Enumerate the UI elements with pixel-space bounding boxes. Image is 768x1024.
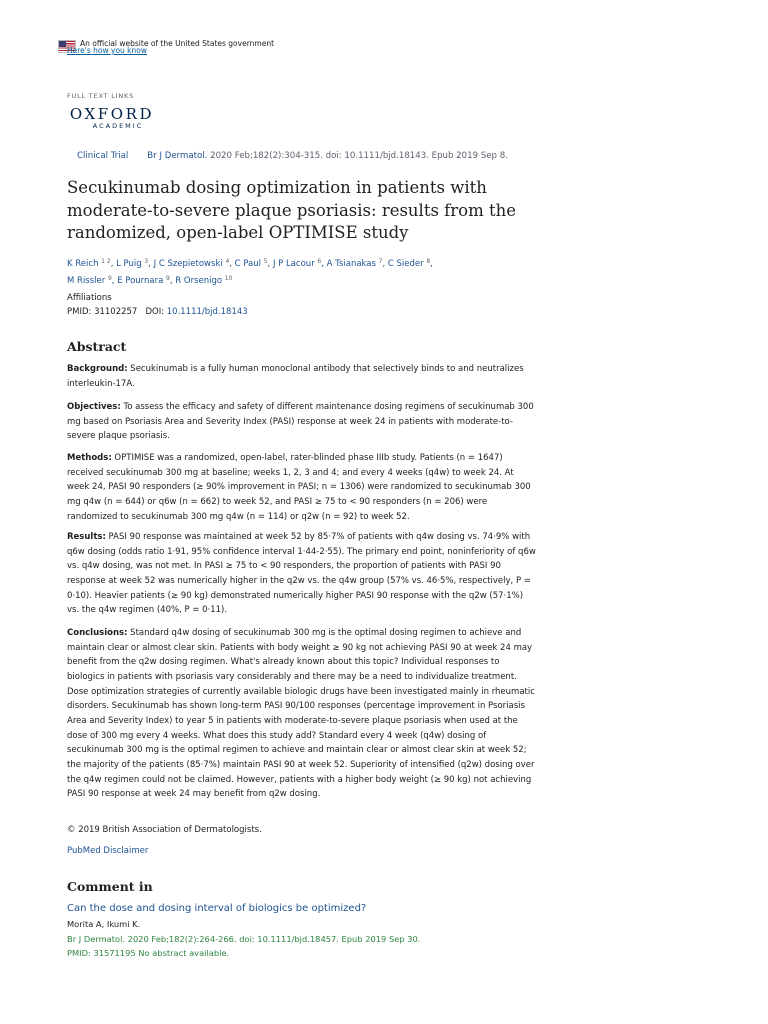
comment-authors: Morita A, Ikumi K. (67, 919, 141, 929)
abstract-conclusions (67, 626, 537, 802)
conclusions-text: Standard q4w dosing of secukinumab 300 mg is the optimal dosing regimen to achieve and maintain clear or almost clear skin. Patients with body weight ≥ 90 kg not achieving PASI 90 at week 24 may benefit from the q2w dosing regimen. What's already known about this topic? Individual responses to biologics in patients with psoriasis vary considerably and there may be a need to individualize treatment. Dose optimization strategies of currently available biologic drugs have been investigated mainly in rheumatic disorders. Secukinumab has shown long-term PASI 90/100 responses (percentage improvement in Psoriasis Area and Severity Index) to year 5 in patients with moderate-to-severe plaque psoriasis when used at the dose of 300 mg every 4 weeks. What does this study add? Standard every 4 week (q4w) dosing of secukinumab 300 mg is the optimal regimen to achieve and maintain clear or almost clear skin at week 52; the majority of the patients (85·7%) maintain PASI 90 at week 52. Superiority of intensified (q2w) dosing over the q4w regimen could not be claimed. However, patients with a higher body weight (≥ 90 kg) not achieving PASI 90 response at week 24 may benefit from q2w dosing. (67, 628, 535, 800)
results-label: Results: (67, 532, 106, 542)
conclusions-label: Conclusions: (67, 628, 128, 638)
affiliation-number[interactable]: 10 (224, 274, 233, 282)
comment-citation: Br J Dermatol. 2020 Feb;182(2):264-266. doi: 10.1111/bjd.18457. Epub 2019 Sep 30. (67, 934, 421, 944)
doi-label: DOI: (145, 307, 167, 317)
author-link[interactable]: J P Lacour (272, 259, 315, 269)
methods-text: OPTIMISE was a randomized, open-label, rater-blinded phase IIIb study. Patients (n = 1647) received secukinumab 300 mg at baseline; weeks 1, 2, 3 and 4; and every 4 weeks (q4w) to week 24. At week 24, PASI 90 responders (≥ 90% improvement in PASI; n = 1306) were randomized to secukinumab 300 mg q4w (n = 644) or q6w (n = 662) to week 52, and PASI ≥ 75 to < 90 responders (n = 206) were randomized to secukinumab 300 mg q4w (n = 114) or q2w (n = 92) to week 52. (67, 453, 531, 522)
affiliation-number[interactable]: 7 (378, 258, 383, 265)
author-link[interactable]: J C Szepietowski (153, 259, 223, 269)
comment-in-heading: Comment in (67, 879, 153, 894)
comment-pmid: PMID: 31571195 No abstract available. (67, 948, 230, 958)
pmid-value: 31102257 (94, 307, 138, 317)
affiliation-number[interactable]: 9 (166, 274, 170, 282)
author-link[interactable]: L Puig (116, 259, 142, 269)
publisher-logo-text: OXFORD (69, 105, 155, 123)
author-link[interactable]: C Paul (234, 259, 262, 269)
author-link[interactable]: R Orsenigo (175, 275, 223, 286)
affiliation-number[interactable]: 6 (317, 258, 322, 265)
background-label: Background: (67, 364, 128, 374)
affiliation-number[interactable]: 3 (144, 258, 149, 265)
affiliation-number[interactable]: 5 (263, 258, 268, 265)
methods-label: Methods: (67, 453, 112, 463)
abstract-results (67, 530, 537, 618)
citation-text: 2020 Feb;182(2):304-315. doi: 10.1111/bjd.18143. Epub 2019 Sep 8. (207, 151, 508, 161)
abstract-background (67, 362, 537, 391)
author-link[interactable]: K Reich (67, 259, 99, 269)
publisher-logo-subtext: ACADEMIC (92, 122, 144, 130)
copyright-text: © 2019 British Association of Dermatologists. (67, 825, 262, 835)
article-title: Secukinumab dosing optimization in patients with moderate-to-severe plaque psoriasis: results from the randomized, open-label OPTIMISE study (67, 178, 517, 242)
results-text: PASI 90 response was maintained at week 52 by 85·7% of patients with q4w dosing vs. 74·9% with q6w dosing (odds ratio 1·91, 95% confidence interval 1·44-2·55). The primary end point, noninferiority of q6w vs. q4w dosing, was not met. In PASI ≥ 75 to < 90 responders, the proportion of patients with PASI 90 response at week 52 was numerically higher in the q2w vs. the q4w group (57% vs. 46·5%, respectively, P = 0·10). Heavier patients (≥ 90 kg) demonstrated numerically higher PASI 90 response with the q2w (57·1%) vs. the q4w regimen (40%, P = 0·11). (67, 532, 536, 616)
objectives-label: Objectives: (67, 402, 121, 412)
comment-article-link[interactable]: Can the dose and dosing interval of biologics be optimized? (67, 903, 367, 914)
affiliations-toggle[interactable]: Affiliations (67, 293, 112, 303)
author-link[interactable]: A Tsianakas (326, 259, 376, 269)
authors-list: K Reich $^{1 2}$, L Puig $^3$, J C Szepietowski $^4$, C Paul $^5$, J P Lacour $^6$, A Tsianakas $^7$, C Sieder $^8$, M Rissler $^9$, E Pournara $^9$, R Orsenigo $^{10}$ (67, 258, 433, 286)
affiliation-number[interactable]: 4 (225, 258, 230, 265)
publication-type: Clinical Trial (77, 151, 129, 161)
abstract-methods (67, 451, 537, 524)
objectives-text: To assess the efficacy and safety of different maintenance dosing regimens of secukinumab 300 mg based on Psoriasis Area and Severity Index (PASI) response at week 24 in patients with moderate-to-severe plaque psoriasis. (67, 402, 534, 442)
author-link[interactable]: E Pournara (117, 275, 164, 286)
journal-link[interactable]: Br J Dermatol. (147, 151, 208, 161)
citation-row (77, 151, 508, 161)
heres-how-you-know-link[interactable]: Here's how you know (67, 46, 147, 55)
author-link[interactable]: M Rissler (67, 275, 106, 286)
author-link[interactable]: C Sieder (387, 259, 424, 269)
oxford-academic-logo-link[interactable] (67, 106, 157, 131)
gov-banner (58, 38, 358, 58)
pubmed-disclaimer-link[interactable]: PubMed Disclaimer (67, 846, 149, 856)
pmid-label: PMID: (67, 307, 95, 317)
full-text-links-label: FULL TEXT LINKS (67, 92, 135, 100)
background-text: Secukinumab is a fully human monoclonal antibody that selectively binds to and neutralizes interleukin-17A. (67, 364, 524, 389)
affiliation-number[interactable]: 8 (426, 258, 431, 265)
abstract-heading: Abstract (67, 339, 127, 354)
abstract-objectives (67, 400, 537, 444)
article-ids (67, 307, 248, 317)
gov-banner-text: An official website of the United States government (80, 39, 275, 48)
affiliation-number[interactable]: 9 (107, 274, 112, 282)
affiliation-number[interactable]: 1 2 (101, 258, 111, 265)
doi-link[interactable]: 10.1111/bjd.18143 (166, 307, 248, 317)
